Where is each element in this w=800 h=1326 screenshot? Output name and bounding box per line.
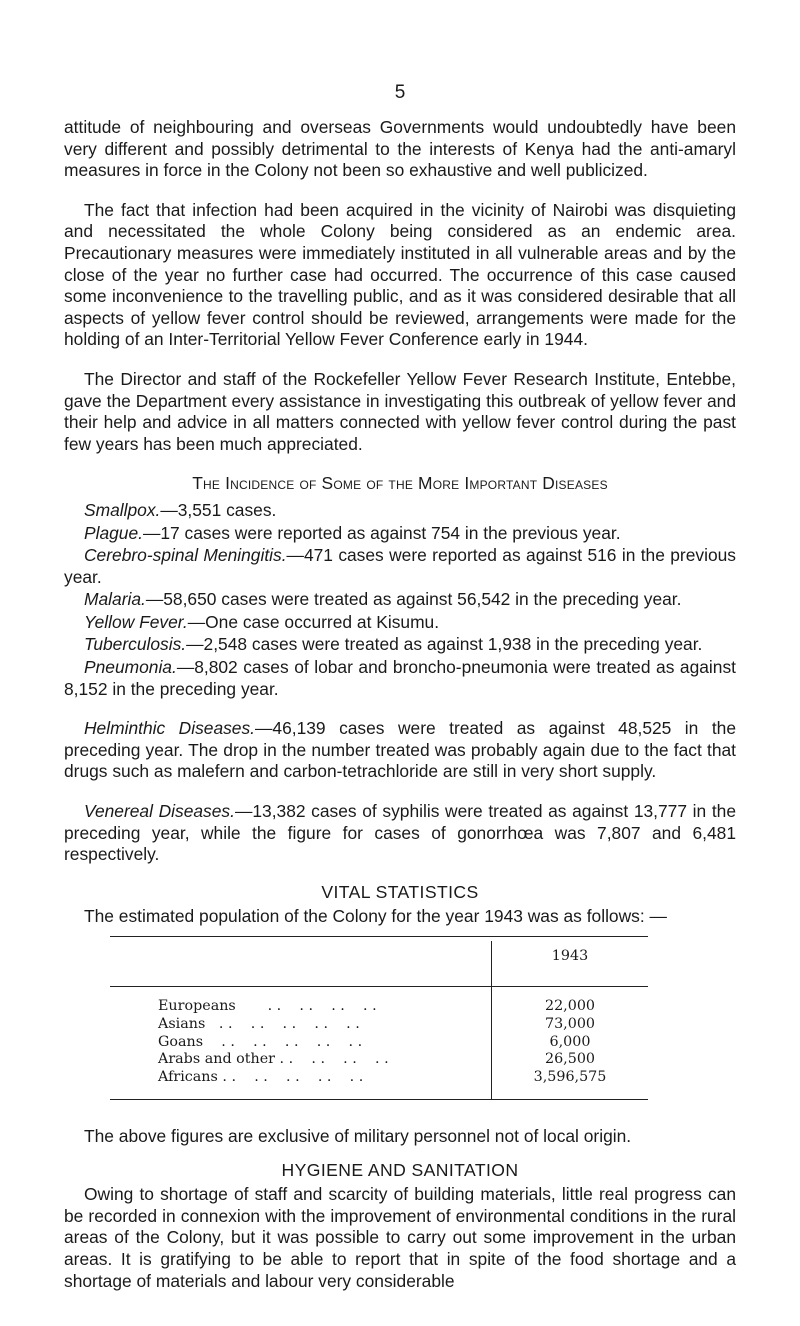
- disease-text: —17 cases were reported as against 754 in the previous year.: [142, 522, 621, 543]
- table-bottom-rule: [110, 1087, 648, 1100]
- disease-item-plague: [64, 523, 736, 545]
- row-label: Asians . . . . . . . . . .: [158, 1015, 360, 1032]
- disease-term: Smallpox.: [84, 499, 161, 520]
- disease-text: —46,139 cases were treated as against 48,525 in the preceding year. The drop in the number treated was probably again due to the fact that drugs such as malefern and carbon-tetrachloride are still in very short supply.: [64, 718, 736, 782]
- vital-statistics-heading: VITAL STATISTICS: [321, 881, 479, 902]
- disease-item-smallpox: [64, 500, 736, 522]
- hygiene-paragraph: Owing to shortage of staff and scarcity of building materials, little real progress can be recorded in connexion with the improvement of environmental conditions in the rural areas of the Colony, but it was possible to carry out some improvement in the urban areas. It is gratifying to be able to report that in spite of the food shortage and a shortage of materials and labour very considerable: [64, 1184, 736, 1291]
- disease-term: Yellow Fever.: [84, 611, 188, 632]
- row-value: 6,000: [492, 1034, 649, 1052]
- row-value: 26,500: [492, 1051, 649, 1069]
- row-value: 73,000: [492, 1016, 649, 1034]
- row-value: 22,000: [492, 987, 649, 1016]
- disease-term: Pneumonia.: [84, 657, 177, 678]
- year-header: 1943: [492, 941, 649, 987]
- disease-item-helminthic: [64, 718, 736, 783]
- disease-term: Tuberculosis.: [84, 634, 187, 655]
- disease-text: —2,548 cases were treated as against 1,938 in the preceding year.: [186, 634, 703, 655]
- incidence-heading: The Incidence of Some of the More Important Diseases: [192, 473, 608, 494]
- page-number: 5: [394, 82, 406, 103]
- disease-term: Cerebro-spinal Meningitis.: [84, 545, 287, 566]
- disease-term: Malaria.: [84, 589, 146, 610]
- disease-item-tuberculosis: [64, 634, 736, 656]
- row-label: Goans . . . . . . . . . .: [158, 1033, 363, 1050]
- disease-text: —13,382 cases of syphilis were treated as against 13,777 in the preceding year, while the figure for cases of gonorrhœa was 7,807 and 6,481 respectively.: [64, 801, 737, 865]
- row-value: 3,596,575: [492, 1069, 649, 1087]
- disease-item-meningitis: [64, 545, 736, 588]
- paragraph-continuation: attitude of neighbouring and overseas Governments would undoubtedly have been very different and possibly detrimental to the interests of Kenya had the anti-amaryl measures in force in the Colony not been so exhaustive and well publicized.: [64, 117, 736, 181]
- hygiene-heading: HYGIENE AND SANITATION: [281, 1159, 519, 1180]
- table-row: [110, 987, 648, 1016]
- table-row: [110, 1051, 648, 1069]
- disease-list: [64, 500, 736, 866]
- disease-text: —471 cases were reported as against 516 in the previous year.: [64, 545, 736, 587]
- table-row: [110, 1016, 648, 1034]
- page-body: [64, 117, 736, 1292]
- disease-item-pneumonia: [64, 657, 736, 700]
- population-intro: The estimated population of the Colony for the year 1943 was as follows: —: [84, 906, 667, 927]
- population-table: [110, 936, 648, 1100]
- disease-text: —8,802 cases of lobar and broncho-pneumonia were treated as against 8,152 in the preceding year.: [64, 657, 736, 699]
- row-label: Europeans . . . . . . . .: [158, 998, 377, 1014]
- disease-text: —58,650 cases were treated as against 56,542 in the preceding year.: [145, 589, 682, 610]
- disease-text: —3,551 cases.: [160, 499, 277, 520]
- row-label: Arabs and other . . . . . . . .: [158, 1051, 389, 1068]
- row-label: Africans . . . . . . . . . .: [158, 1069, 364, 1086]
- population-note: The above figures are exclusive of military personnel not of local origin.: [84, 1125, 632, 1146]
- disease-text: —One case occurred at Kisumu.: [187, 611, 440, 632]
- paragraph-rockefeller-institute: The Director and staff of the Rockefeller Yellow Fever Research Institute, Entebbe, gave the Department every assistance in investigating this outbreak of yellow fever and their help and advice in all matters connected with yellow fever control during the past few years has been much appreciated.: [64, 368, 736, 454]
- disease-term: Venereal Diseases.: [84, 801, 235, 822]
- table-row: [110, 1034, 648, 1052]
- disease-item-malaria: [64, 589, 736, 611]
- disease-term: Plague.: [84, 522, 143, 543]
- disease-term: Helminthic Diseases.: [84, 718, 256, 739]
- table-header-row: [110, 941, 648, 987]
- table-header-blank: [110, 941, 492, 987]
- table-row: [110, 1069, 648, 1087]
- disease-item-venereal: [64, 801, 736, 866]
- disease-item-yellow-fever: [64, 612, 736, 634]
- paragraph-nairobi-infection: The fact that infection had been acquired in the vicinity of Nairobi was disquieting and necessitated the whole Colony being considered as an endemic area. Precautionary measures were immediately instituted in all vulnerable areas and by the close of the year no further case had occurred. The occurrence of this case caused some inconvenience to the travelling public, and as it was considered desirable that all aspects of yellow fever control should be reviewed, arrangements were made for the holding of an Inter-Territorial Yellow Fever Conference early in 1944.: [64, 199, 736, 350]
